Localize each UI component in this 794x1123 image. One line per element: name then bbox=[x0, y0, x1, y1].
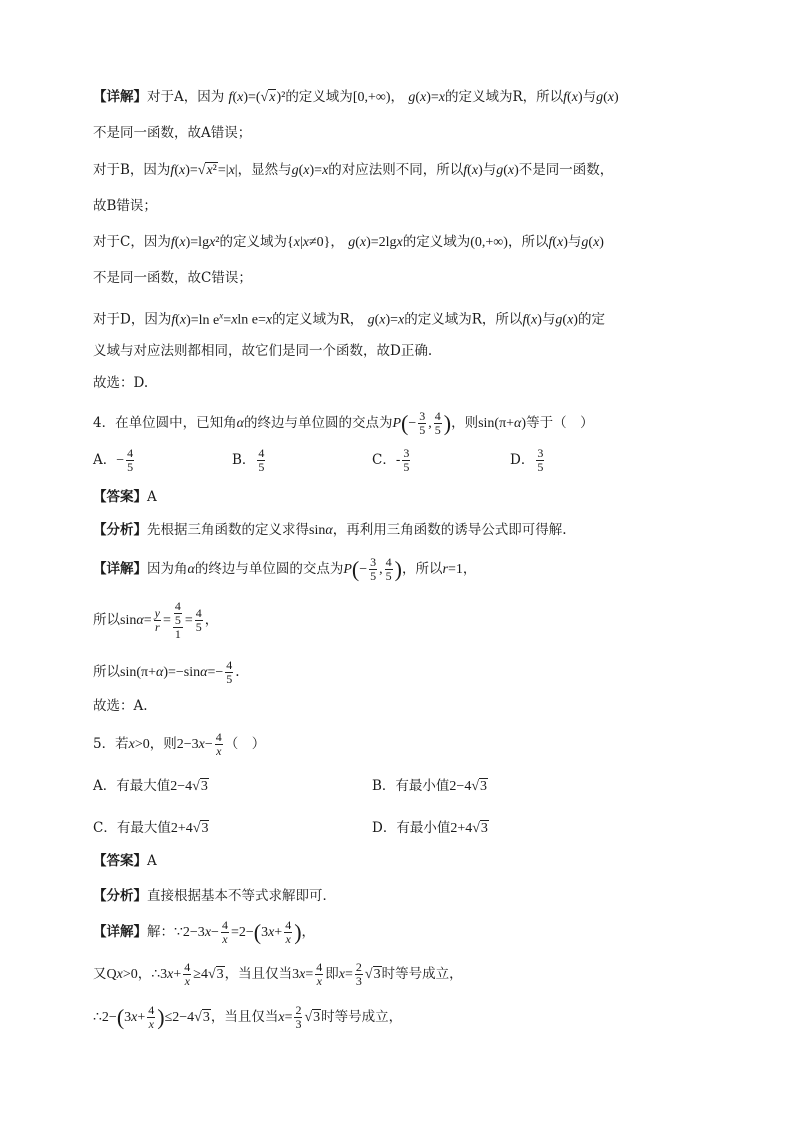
q3-detail-line5: 对于C，因为f(x)=lgx²的定义域为{x|x≠0}， g(x)=2lgx的定义域为(0,+∞)，所以f(x)与g(x) bbox=[93, 234, 604, 250]
q3-detail-line1: 【详解】对于A，因为 f(x)=(√x)²的定义域为[0,+∞)， g(x)=x的定义域为R，所以f(x)与g(x) bbox=[93, 89, 619, 105]
q5-option-a: A．有最大值2−4√3 bbox=[93, 778, 208, 794]
q4-stem: 4．在单位圆中，已知角α的终边与单位圆的交点为P(− $\frac{3}{5}$ , $\frac{4}{5}$ )，则sin(π+α)等于（ ） bbox=[93, 409, 594, 437]
q4-choice: 故选：A. bbox=[93, 698, 148, 714]
q5-answer: 【答案】A bbox=[93, 853, 157, 869]
q4-detail-line2: 所以sinα= $\frac{y}{r}$ = $\frac{\frac{4}{5}}{1}$ = $\frac{4}{5}$ ， bbox=[93, 599, 219, 641]
q4-answer: 【答案】A bbox=[93, 489, 157, 505]
q5-option-d: D．有最小值2+4√3 bbox=[372, 820, 488, 836]
q4-detail-line1: 【详解】因为角α的终边与单位圆的交点为P(− $\frac{3}{5}$ , $\frac{4}{5}$ )，所以r=1， bbox=[93, 555, 477, 583]
q3-detail-line6: 不是同一函数，故C错误； bbox=[93, 270, 252, 286]
q5-option-b: B．有最小值2−4√3 bbox=[372, 778, 488, 794]
q4-option-a: A．− $\frac{4}{5}$ bbox=[93, 446, 134, 474]
q3-detail-line7: 对于D，因为f(x)=ln $e^x=xln$ e=x的定义域为R， g(x)=x的定义域为R，所以f(x)与g(x)的定 bbox=[93, 310, 605, 328]
q4-option-b: B． $\frac{4}{5}$ bbox=[232, 446, 265, 474]
q3-detail-line8: 义域与对应法则都相同，故它们是同一个函数，故D正确. bbox=[93, 343, 433, 359]
q4-analysis: 【分析】先根据三角函数的定义求得sinα，再利用三角函数的诱导公式即可得解. bbox=[93, 522, 567, 538]
q3-detail-line2: 不是同一函数，故A错误； bbox=[93, 125, 252, 141]
q5-stem: 5．若x>0，则2−3x− $\frac{4}{x}$ （ ） bbox=[93, 730, 266, 758]
q4-detail-line3: 所以sin(π+α)=−sinα=− $\frac{4}{5}$ . bbox=[93, 658, 240, 686]
q5-analysis: 【分析】直接根据基本不等式求解即可． bbox=[93, 888, 336, 904]
q3-detail-line3: 对于B，因为f(x)=√x²=|x|，显然与g(x)=x的对应法则不同，所以f(x)与g(x)不是同一函数， bbox=[93, 162, 614, 178]
q5-detail-line1: 【详解】解：∵2−3x− $\frac{4}{x}$ =2−(3x+ $\frac{4}{x}$ )， bbox=[93, 918, 316, 946]
q4-option-d: D． $\frac{3}{5}$ bbox=[510, 446, 544, 474]
q5-detail-line3: ∴2−(3x+ $\frac{4}{x}$ )≤2−4√3，当且仅当x= $\frac{2}{3}$ √3时等号成立， bbox=[93, 1003, 403, 1031]
q3-choice: 故选：D. bbox=[93, 375, 149, 391]
q5-option-c: C．有最大值2+4√3 bbox=[93, 820, 209, 836]
q3-detail-line4: 故B错误； bbox=[93, 198, 157, 214]
detail-tag: 【详解】 bbox=[93, 89, 147, 105]
q5-detail-line2: 又Qx>0，∴3x+ $\frac{4}{x}$ ≥4√3，当且仅当3x= $\frac{4}{x}$ 即x= $\frac{2}{3}$ √3时等号成立， bbox=[93, 960, 463, 988]
q4-option-c: C．- $\frac{3}{5}$ bbox=[372, 446, 410, 474]
